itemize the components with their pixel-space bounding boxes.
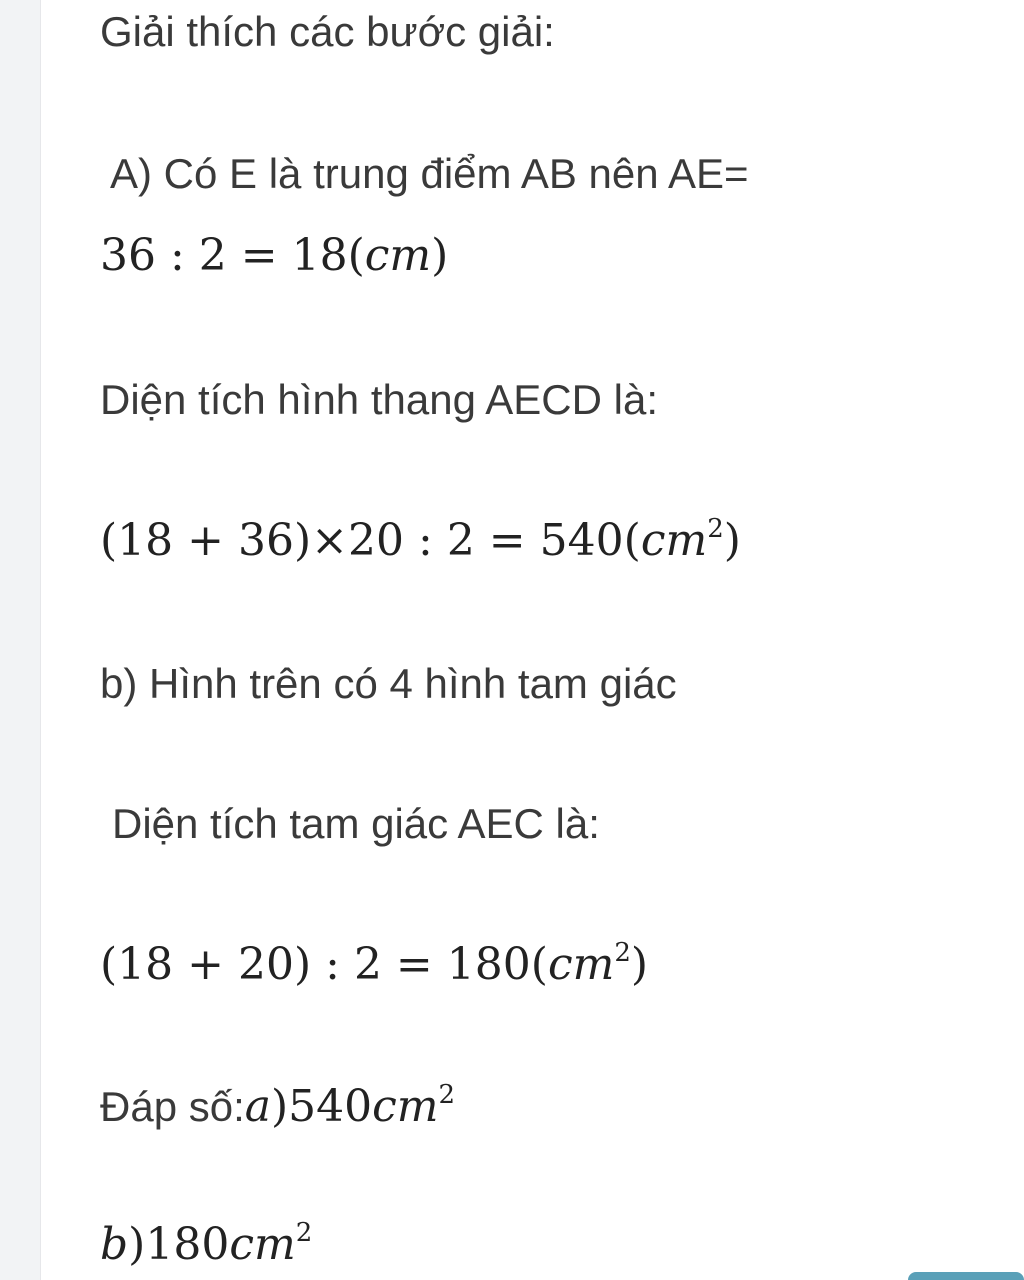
part-b-intro: b) Hình trên có 4 hình tam giác (100, 660, 677, 707)
ae-calc-expression: 36 : 2 = 18 (100, 230, 348, 281)
answer-b-prefix: b (100, 1219, 129, 1270)
answer-a-exponent: 2 (438, 1080, 456, 1110)
ae-calc-unit: cm (364, 230, 432, 281)
trapezoid-area-unit: cm (640, 515, 708, 566)
answer-label: Đáp số: (100, 1083, 245, 1130)
trapezoid-area-exponent: 2 (707, 514, 724, 544)
trapezoid-calc-left: (18 + 36) (100, 515, 312, 566)
part-a-ae-calculation: 36 : 2 = 18(cm) (100, 230, 449, 281)
answer-b-value: )180 (128, 1219, 230, 1270)
answer-line-b (100, 1218, 312, 1270)
trapezoid-area-title: Diện tích hình thang AECD là: (100, 376, 658, 423)
trapezoid-area-calculation: (18 + 36)×20 : $2 = 540(cm^2)$ (100, 514, 741, 566)
answer-line-a (100, 1080, 455, 1132)
left-sidebar-strip (0, 0, 41, 1280)
times-sign: × (311, 515, 349, 566)
part-a-intro: A) Có E là trung điểm AB nên AE= (110, 150, 749, 197)
triangle-area-unit: cm (547, 939, 615, 990)
answer-b-unit: cm (229, 1219, 296, 1270)
trapezoid-calc-right: 20 : 2 = 540 (348, 515, 624, 566)
corner-action-button[interactable] (908, 1272, 1024, 1280)
triangle-area-exponent: 2 (614, 938, 631, 968)
answer-a-prefix: a (244, 1081, 271, 1132)
answer-a-value: )540 (270, 1081, 373, 1132)
triangle-area-calculation: (18 + 20) : $2 = 180(cm^2)$ (100, 938, 649, 990)
answer-b-exponent: 2 (295, 1218, 313, 1248)
explanation-heading: Giải thích các bước giải: (100, 8, 555, 55)
answer-a-unit: cm (372, 1081, 439, 1132)
triangle-area-title: Diện tích tam giác AEC là: (112, 800, 600, 847)
triangle-calc-expression: (18 + 20) : 2 = 180 (100, 939, 531, 990)
